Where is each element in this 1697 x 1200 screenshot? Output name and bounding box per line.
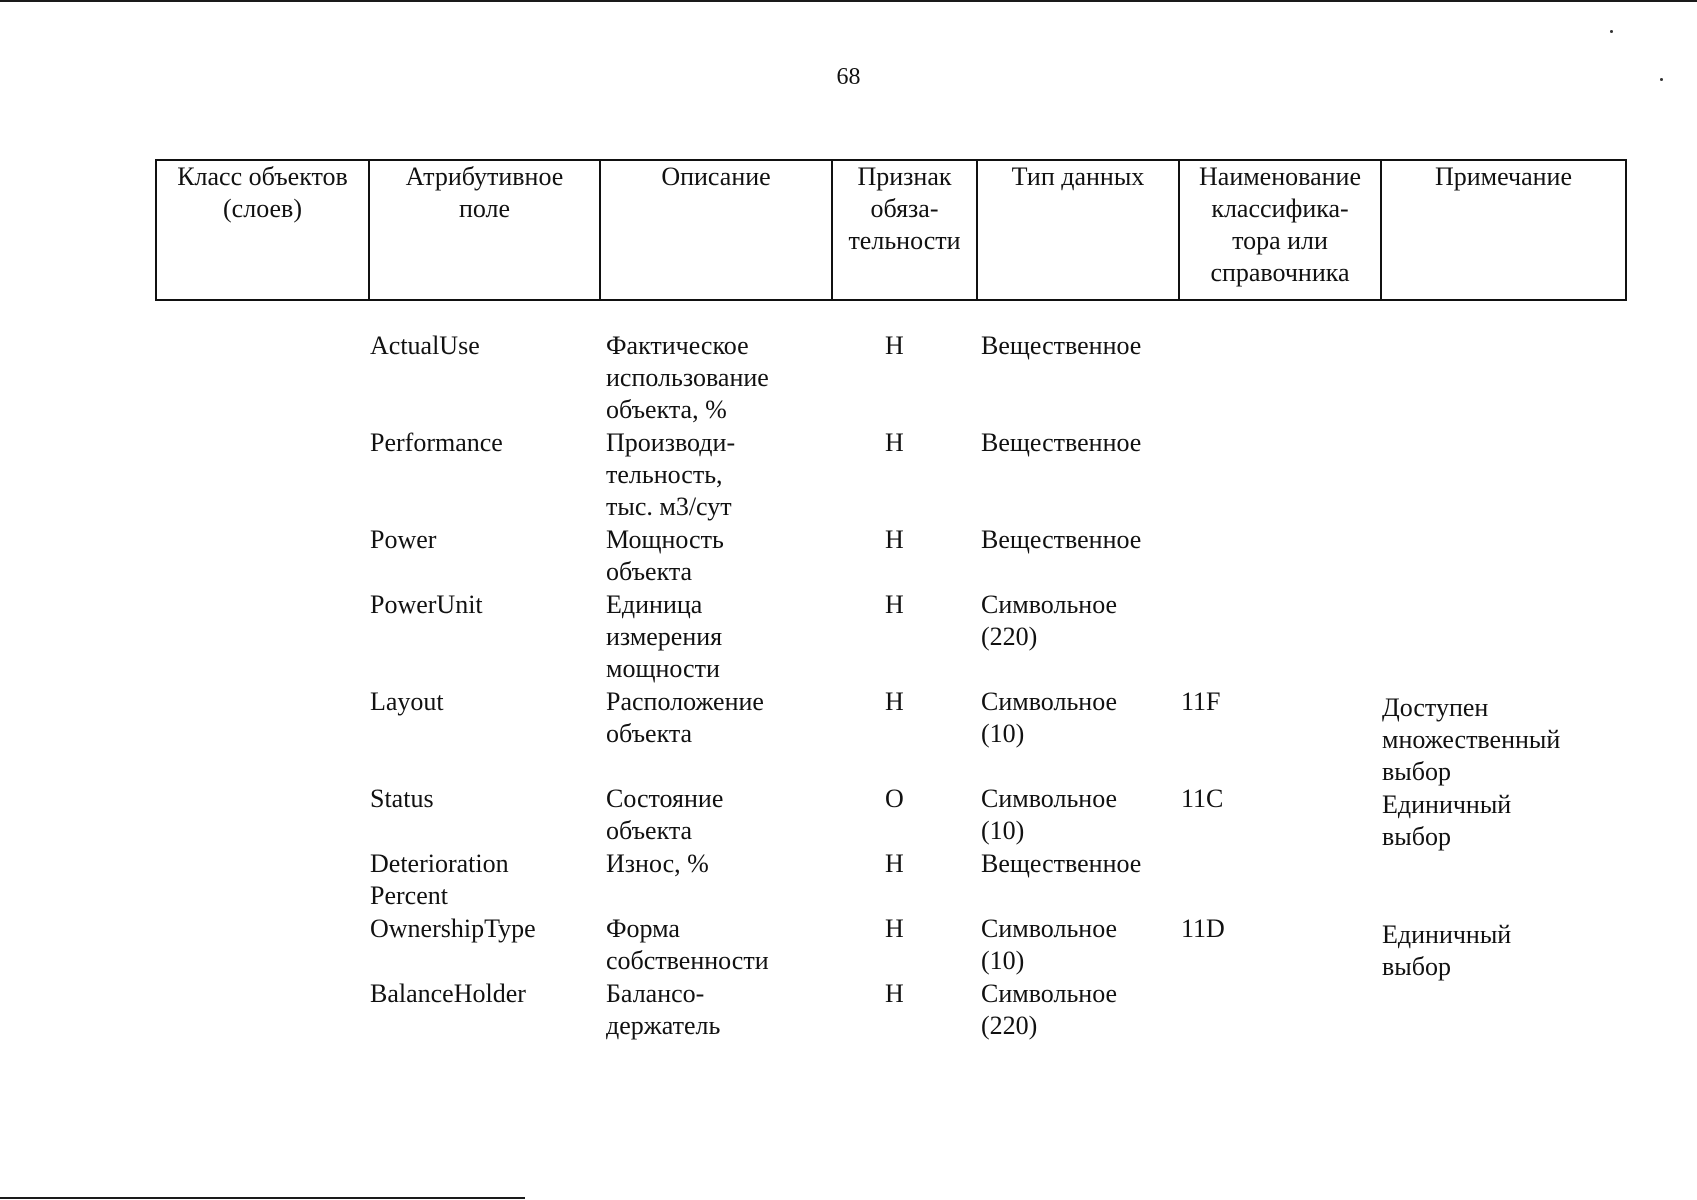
attribute-field: ActualUse <box>370 331 480 360</box>
data-type: Символьное (10) <box>981 914 1118 975</box>
attribute-description: Состояние объекта <box>606 784 724 845</box>
attribute-field: Status <box>370 784 434 813</box>
attribute-description: Расположение объекта <box>606 687 764 748</box>
attribute-field: BalanceHolder <box>370 979 526 1008</box>
note: Единичный выбор <box>1382 920 1512 981</box>
required-flag: Н <box>885 687 904 716</box>
data-type: Символьное (10) <box>981 784 1118 845</box>
note: Единичный выбор <box>1382 790 1512 851</box>
scan-speck <box>1610 30 1613 33</box>
attribute-description: Балансо- держатель <box>606 979 721 1040</box>
required-flag: Н <box>885 428 904 457</box>
attribute-field: Power <box>370 525 437 554</box>
required-flag: Н <box>885 525 904 554</box>
required-flag: Н <box>885 979 904 1008</box>
required-flag: О <box>885 784 904 813</box>
classifier-name: 11C <box>1181 784 1224 813</box>
data-type: Символьное (220) <box>981 979 1118 1040</box>
attribute-description: Единица измерения мощности <box>606 590 723 683</box>
header-description: Описание <box>600 160 832 300</box>
header-data-type: Тип данных <box>977 160 1179 300</box>
header-note: Примечание <box>1381 160 1626 300</box>
data-type: Символьное (10) <box>981 687 1118 748</box>
attribute-field: OwnershipType <box>370 914 536 943</box>
required-flag: Н <box>885 849 904 878</box>
header-row <box>156 160 1626 300</box>
attribute-description: Износ, % <box>606 849 709 878</box>
classifier-name: 11D <box>1181 914 1225 943</box>
attribute-field: Performance <box>370 428 503 457</box>
attribute-field: PowerUnit <box>370 590 483 619</box>
attribute-field: Layout <box>370 687 444 716</box>
required-flag: Н <box>885 331 904 360</box>
attribute-description: Мощность объекта <box>606 525 724 586</box>
data-type: Вещественное <box>981 428 1142 457</box>
attribute-table-header <box>155 159 1627 301</box>
scan-border-top <box>0 0 1697 2</box>
attribute-description: Фактическое использование объекта, % <box>606 331 769 424</box>
data-type: Символьное (220) <box>981 590 1118 651</box>
note: Доступен множественный выбор <box>1382 693 1561 786</box>
header-classifier-name: Наименование классифика- тора или справочника <box>1179 160 1381 300</box>
data-type: Вещественное <box>981 331 1142 360</box>
required-flag: Н <box>885 914 904 943</box>
classifier-name: 11F <box>1181 687 1221 716</box>
attribute-description: Форма собственности <box>606 914 769 975</box>
header-attribute-field: Атрибутивное поле <box>369 160 600 300</box>
required-flag: Н <box>885 590 904 619</box>
data-type: Вещественное <box>981 849 1142 878</box>
header-object-class: Класс объектов (слоев) <box>156 160 369 300</box>
attribute-description: Производи- тельность, тыс. м3/сут <box>606 428 736 521</box>
data-type: Вещественное <box>981 525 1142 554</box>
scan-border-bottom <box>0 1197 525 1199</box>
attribute-field: Deterioration Percent <box>370 849 509 910</box>
page-number: 68 <box>836 64 861 90</box>
header-required-flag: Признак обяза- тельности <box>832 160 977 300</box>
